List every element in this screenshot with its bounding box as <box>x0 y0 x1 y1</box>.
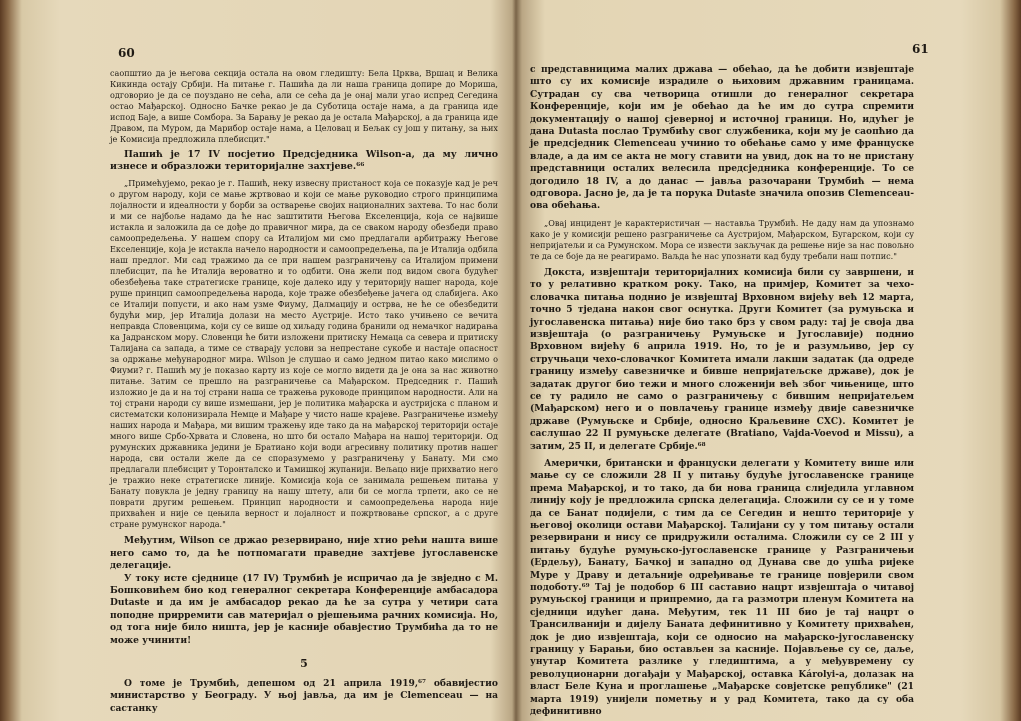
body-paragraph: О томе је Трумбић, депешом од 21 априла 1919,⁶⁷ обавијестио министарство у Београду. У њој јавља, да им је Clemenceau — на састанку <box>110 678 498 714</box>
body-paragraph: Међутим, Wilson се држао резервирано, није хтио рећи нашта више него само то, да ће потпомагати праведне захтјеве југославенске делегације. <box>110 535 498 572</box>
right-text-column <box>530 64 914 718</box>
quote-paragraph: саопштио да је његова секција остала на овом гледишту: Бела Црква, Вршац и Велика Кикинда остају Србији. На питање г. Пашића да ли наша граница допире до Мориша, одговорио је да се поуздано не сећа, али се сећа да је онај мали угао испред Сегедина остао Мађарској. Односно Бачке рекао је да Суботица остаје нама, а да граница иде испод Баје, а више Сомбора. За Барању је рекао да је остала Мађарској, а да граница иде Дравом, па Муром, да Марибор остаје нама, а Целовац и Бељак су још у питању, за њих је Комисија предложила плебисцит." <box>110 68 498 144</box>
body-paragraph: У току исте сједнице (17 IV) Трумбић је испричао да је звједно с М. Бошковићем био код генералног секретара Конференције амбасадора Dutaste и да им је амбасадор рекао да ће за сутра у четири сата поподне приpремити сав материјал о рјешењима рачних комисија. Но, од тога није било ништа, јер је касније обавјестио Трумбића да то не може учинити! <box>110 572 498 646</box>
right-page <box>516 0 1021 721</box>
section-paragraph: Пашић је 17 IV посјетио Предсједника Wilson-а, да му лично изнесе и образложи територијалне захтјеве.⁶⁶ <box>110 149 498 173</box>
page-number: 61 <box>912 42 929 56</box>
quote-paragraph: „Примећујемо, рекао је г. Пашић, неку извесну пристаност која се показује кад је реч о другом народу, који се мање жртвовао и који се мање руководио строго принципима лојалности и идеалности у борби за остварење својих националних захтева. То нас боли и ми се најбоље надамо да ће нас заштитити Његова Екселенција, која се највише истакла и заложила да се дође до правичног мира, да се сваком народу обезбеди право самоопредељења. У нашем спору са Италијом ми смо предлагали арбитражу Његове Екселенције, која је истакла начело народности и самоопредељења, па је Италија одбила наш предлог. Ми сад тражимо да се при нашем разграничењу са Италијом примени плебисцит, па ће Италија вероватно и то одбити. Она жели под видом свога будућег обезбеђења таке стратегиске границе, које далеко иду у територију нашег народа, које руше принцип самоопредељења народа, које траже обезбеђење јачега од слабијега. Ако се Италији попусти, и ако нам узме Фиуму, Далмацију и острва, не ће се обезбедити будући мир, јер Италија долази на место Аустрије. Исто тако учињено се вечита неправда Словенцима, који су се више од хиљаду година бранили од немачког надирања ка Јадранском мору. Словенци ће бити изложени притиску Немаца са севера и притиску Талијана са запада, а тиме се стварају услови за непрестане сукобе и настаје опасност за одржање међународног мира. Wilson је слушао и само једном питао како мислимо о Фиуми? г. Пашић му је показао карту из које се могло видети да је она за нас животно питање. Затим се прешло на разграничење са Мађарском. Председник г. Пашић изложио је да и на тој страни наша се тражења руководе принципом народности. Али на тој страни народи су више измешани, јер је политика мађарска и аустријска с планом и систематски колонизирала Немце и Мађаре у чисто наше крајеве. Разграничење између наших народа и Мађара, ми вишим тражењу иде тако да на мађарској територији остаје много више Србо-Хрвата и Словена, но што би остало Мађара на нашој територији. Од румунских државника једини је Братиано који води агресивну политику против нашег народа, сви остали желе да се споразумемо у разграничењу у Банату. Ми смо предлагали плебисцит у Торонталско и Тамишкој жупанији. Вељацо није прихватио него је тражио неке стратегиске линије. Комисија која се занимала решењем питања у Банату повукла је једну границу на нашу штету, али би се могла трпети, ако се не поврати другим решењем. Принцип народности и самоопредељења народа није прихваћен и није се цењила верност и лојалност и пожртвовање српског, а с друге стране румунског народа." <box>110 178 498 530</box>
section-number: 5 <box>300 657 308 671</box>
page-number: 60 <box>118 46 135 60</box>
body-paragraph: с представницима малих држава — обећао, да ће добити извјештаје што су их комисије израдиле о њиховим државним границама. Сутрадан су сва четворица отишли до генералног секретара Конференције, који им је обећао да ће им до сутра спремити документацију о нашој сјеверној и источној граници. Но, идућег је дана Dutasta послао Трумбићу свог службеника, који му је саопћио да је предсједник Clemenceau учинио то обећање само у име француске владе, а да им се акта не могу ставити на увид, док на то не пристану представници осталих велесила предсједника конференције. То се догодило 18 IV, а до данас — јавља разочарани Трумбић — нема одговора. Јасно је, да је та порука Dutaste значила опозив Clemenceau-ова обећања. <box>530 64 914 212</box>
left-text-column <box>110 68 498 714</box>
body-paragraph: Докста, извјештаји територијалних комисија били су завршени, и то у релативно кратком року. Тако, на примјер, Комитет за чехо-словачка питања поднио је извјештај Врховном вијећу већ 12 марта, точно 5 тједана након свог оснутка. Други Комитет (за румуњска и југославенска питања) није био тако брз у свом раду: тај је своја два извјештаја (о разграничењу Румуњске и Југославије) поднио Врховном вијећу 6 априла 1919. Но, то је и разумљиво, јер су стручњаци чехо-словачког Комитета имали лакши задатак (да одреде границу између савезничке и бивше непријатељске државе), док је задатак другог био тежи и много сложенији већ због чињенице, што се ту радило не само о разграничењу с бившим непријатељем (Мађарском) него и о повлачењу границе између двије савезничке државе (Румуњске и Србије, односно Краљевине СХС). Комитет је саслушао 22 II румуњске делегате (Bratiano, Vajda-Voevod и Missu), а затим, 25 II, и делегате Србије.⁶⁸ <box>530 266 914 452</box>
body-paragraph: Амерички, британски и француски делегати у Комитету више или мање су се сложили 28 II у питању будуће југославенске границе према Мађарској, и то тако, да би нова граница слиједила углавном линију коју је предложила српска делегација. Сложили су се и у томе да се Банат подијели, с тим да се Сегедин и нешто територије у његовој околици остави Мађарској. Талијани су у том питању остали резервирани и нису се придружили осталима. Сложили су се 2 III у питању будуће румуњско-југославенске границе у Разграничењи (Ердељу), Банату, Бачкој и западно од Дунава све до ушћа ријеке Муре у Драву и детаљније одређивање те границе повјерили свом подоботу.⁶⁹ Тај је подобор 6 III саставио нацрт извјештаја о читавој румуњској граници и припремио, да га размотри пленум Комитета на сједници идућег дана. Међутим, тек 11 III био је тај нацрт о Трансилванији и дијелу Баната дефинитивно у Комитету прихваћен, док је дио извјештаја, који се односио на мађарско-југославенску границу у Барањи, био остављен за касније. Појављење су се, даље, унутар Комитета разлике у гледиштима, а у међувремену су револуционарни догађаји у Мађарској, оставка Károlyi-а, долазак на власт Беле Куна и проглашење „Мађарске совјетске републике" (21 марта 1919) унијели пометњу и у рад Комитета, тако да су оба дефинитивно <box>530 457 914 718</box>
quote-paragraph: „Овај инцидент је карактеристичан — наставља Трумбић. Не даду нам да упознамо како је у комисији решено разграничење са Аустријом, Мађарском, Бугарском, који су непријатељи и са Румунском. Мора се извести закључак да решење није за нас повољно те да се боје да не реагирамо. Ваљда ће нас упознати кад буду требали наш потпис." <box>530 217 914 261</box>
